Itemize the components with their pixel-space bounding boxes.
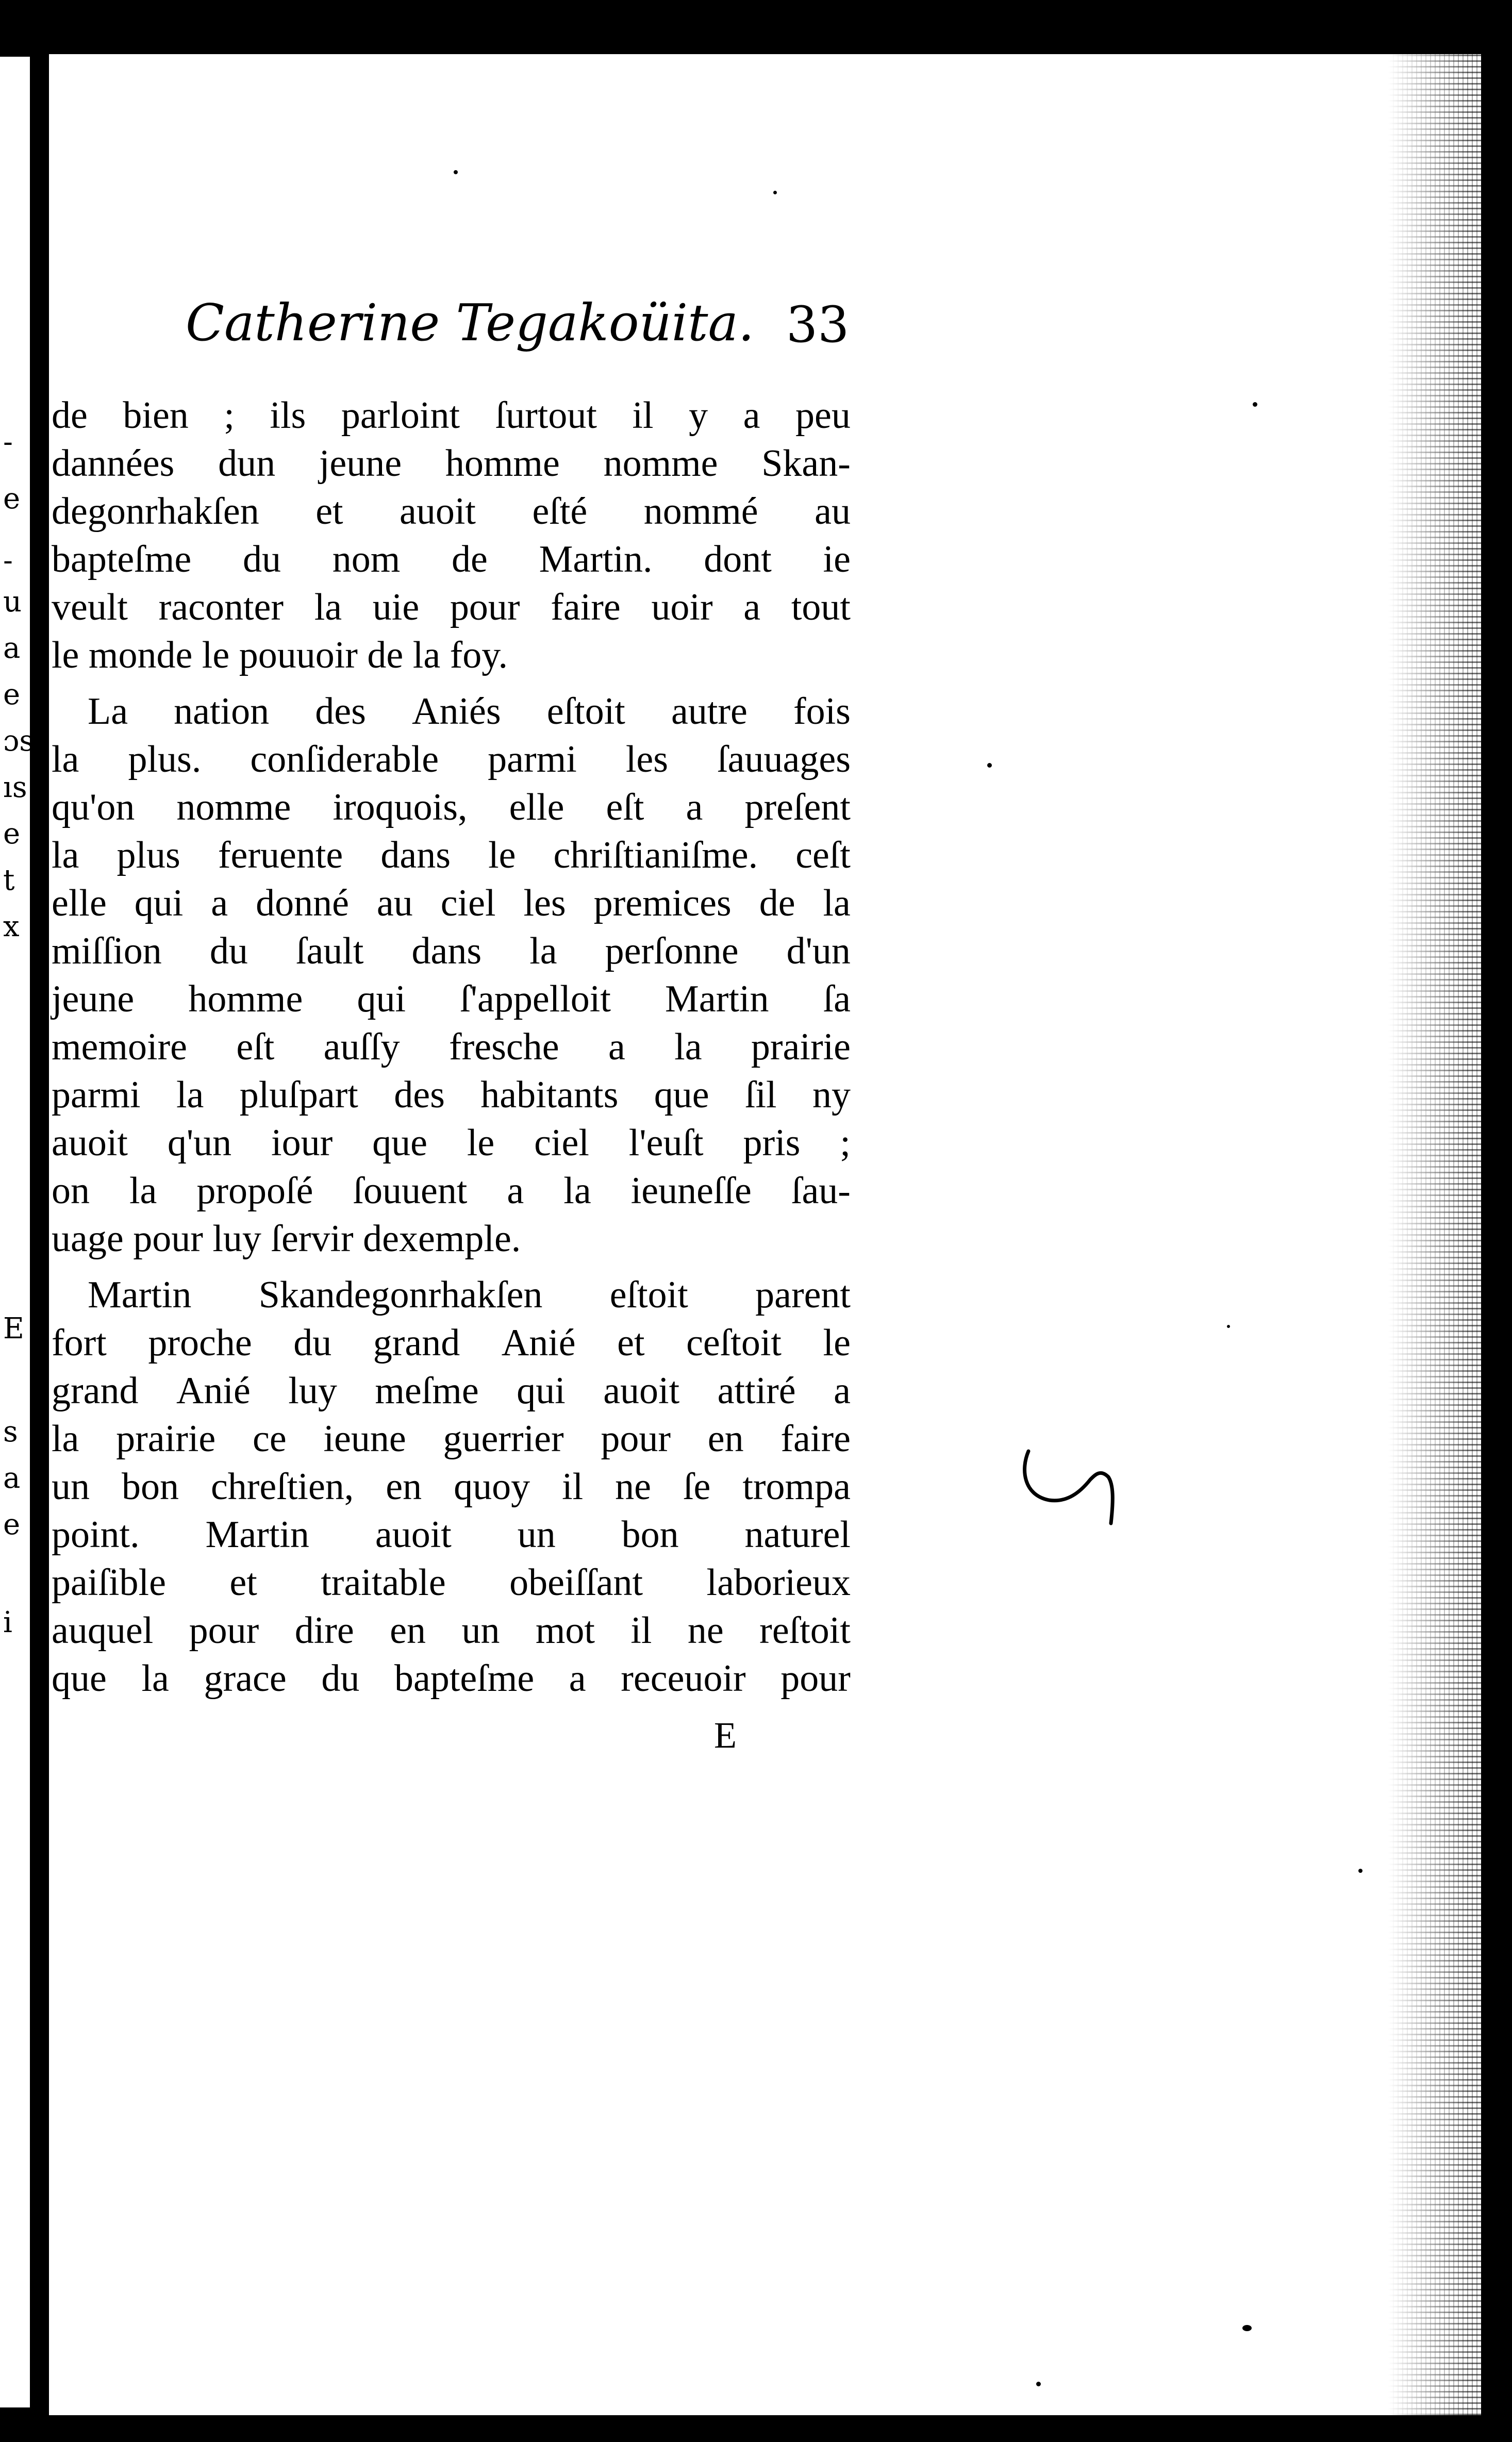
text-line: un bon chreſtien, en quoy il ne ſe trompa [52, 1466, 851, 1508]
text-line: miſſion du ſault dans la perſonne d'un [52, 930, 851, 972]
text-line: memoire eſt auſſy fresche a la prairie [52, 1026, 851, 1068]
scan-speck [1242, 2325, 1252, 2331]
previous-page-letter: a [3, 1461, 21, 1495]
previous-page-letter: i [3, 1606, 12, 1639]
scan-speck [1227, 1325, 1230, 1328]
previous-page-letter: - [3, 544, 13, 577]
text-line: qu'on nomme iroquois, elle eſt a preſent [52, 786, 851, 828]
text-line: le monde le pouuoir de la foy. [52, 634, 508, 676]
text-line: parmi la pluſpart des habitants que ſil ny [52, 1074, 851, 1116]
text-line: uage pour luy ſervir dexemple. [52, 1218, 521, 1260]
previous-page-letter: e [3, 678, 21, 711]
text-line: point. Martin auoit un bon naturel [52, 1514, 851, 1556]
previous-page-letter: ıs [3, 771, 27, 804]
text-line: La nation des Aniés eſtoit autre fois [88, 690, 851, 733]
text-line: la prairie ce ieune guerrier pour en faire [52, 1418, 851, 1460]
previous-page-letter: s [3, 1415, 18, 1449]
previous-page-letter: t [3, 863, 15, 897]
text-line: la plus. conſiderable parmi les ſauuages [52, 738, 851, 780]
previous-page-letter: x [3, 910, 20, 943]
previous-page-letter: e [3, 1508, 21, 1541]
text-line: dannées dun jeune homme nomme Skan- [52, 442, 851, 485]
scan-speck [1253, 402, 1257, 407]
previous-page-letter: ɔs [3, 724, 35, 758]
paragraph-gap [52, 679, 851, 688]
text-line: veult raconter la uie pour faire uoir a tout [52, 586, 851, 628]
text-line: Martin Skandegonrhakſen eſtoit parent [88, 1274, 851, 1316]
previous-page-letter: e [3, 817, 21, 851]
text-line: la plus feruente dans le chriſtianiſme. ceſt [52, 834, 851, 876]
text-line: fort proche du grand Anié et ceſtoit le [52, 1322, 851, 1364]
body-text [52, 392, 851, 1703]
scan-speck [1358, 1869, 1363, 1873]
previous-page-edge [0, 57, 35, 2407]
previous-page-letter: e [3, 482, 21, 516]
previous-page-letter: - [3, 425, 13, 459]
previous-page-letter: u [3, 585, 22, 619]
paragraph-gap [52, 1263, 851, 1271]
signature-mark: E [714, 1715, 737, 1756]
previous-page-letter: a [3, 632, 21, 665]
text-line: grand Anié luy meſme qui auoit attiré a [52, 1370, 851, 1412]
text-line: jeune homme qui ſ'appelloit Martin ſa [52, 978, 851, 1020]
text-line: elle qui a donné au ciel les premices de la [52, 882, 851, 924]
text-line: on la propoſé ſouuent a la ieuneſſe ſau- [52, 1170, 851, 1212]
text-line: bapteſme du nom de Martin. dont ie [52, 538, 851, 580]
scan-speck [987, 763, 992, 768]
text-line: auquel pour dire en un mot il ne reſtoit [52, 1609, 851, 1652]
scan-speck [773, 191, 777, 194]
handwritten-mark-icon [1018, 1438, 1137, 1531]
text-line: degonrhakſen et auoit eſté nommé au [52, 490, 851, 533]
scan-speck [454, 170, 458, 174]
previous-page-letter: E [3, 1312, 24, 1345]
text-line: auoit q'un iour que le ciel l'euſt pris ; [52, 1122, 851, 1164]
scan-edge [1481, 0, 1512, 2442]
text-line: paiſible et traitable obeiſſant laborieux [52, 1561, 851, 1604]
text-line: de bien ; ils parloint ſurtout il y a peu [52, 394, 851, 437]
scan-speck [1036, 2382, 1041, 2386]
running-head [0, 289, 1512, 361]
page-number: 33 [786, 296, 850, 354]
running-title: Catherine Tegakoüita. [186, 294, 755, 353]
text-line: que la grace du bapteſme a receuoir pour [52, 1657, 851, 1700]
